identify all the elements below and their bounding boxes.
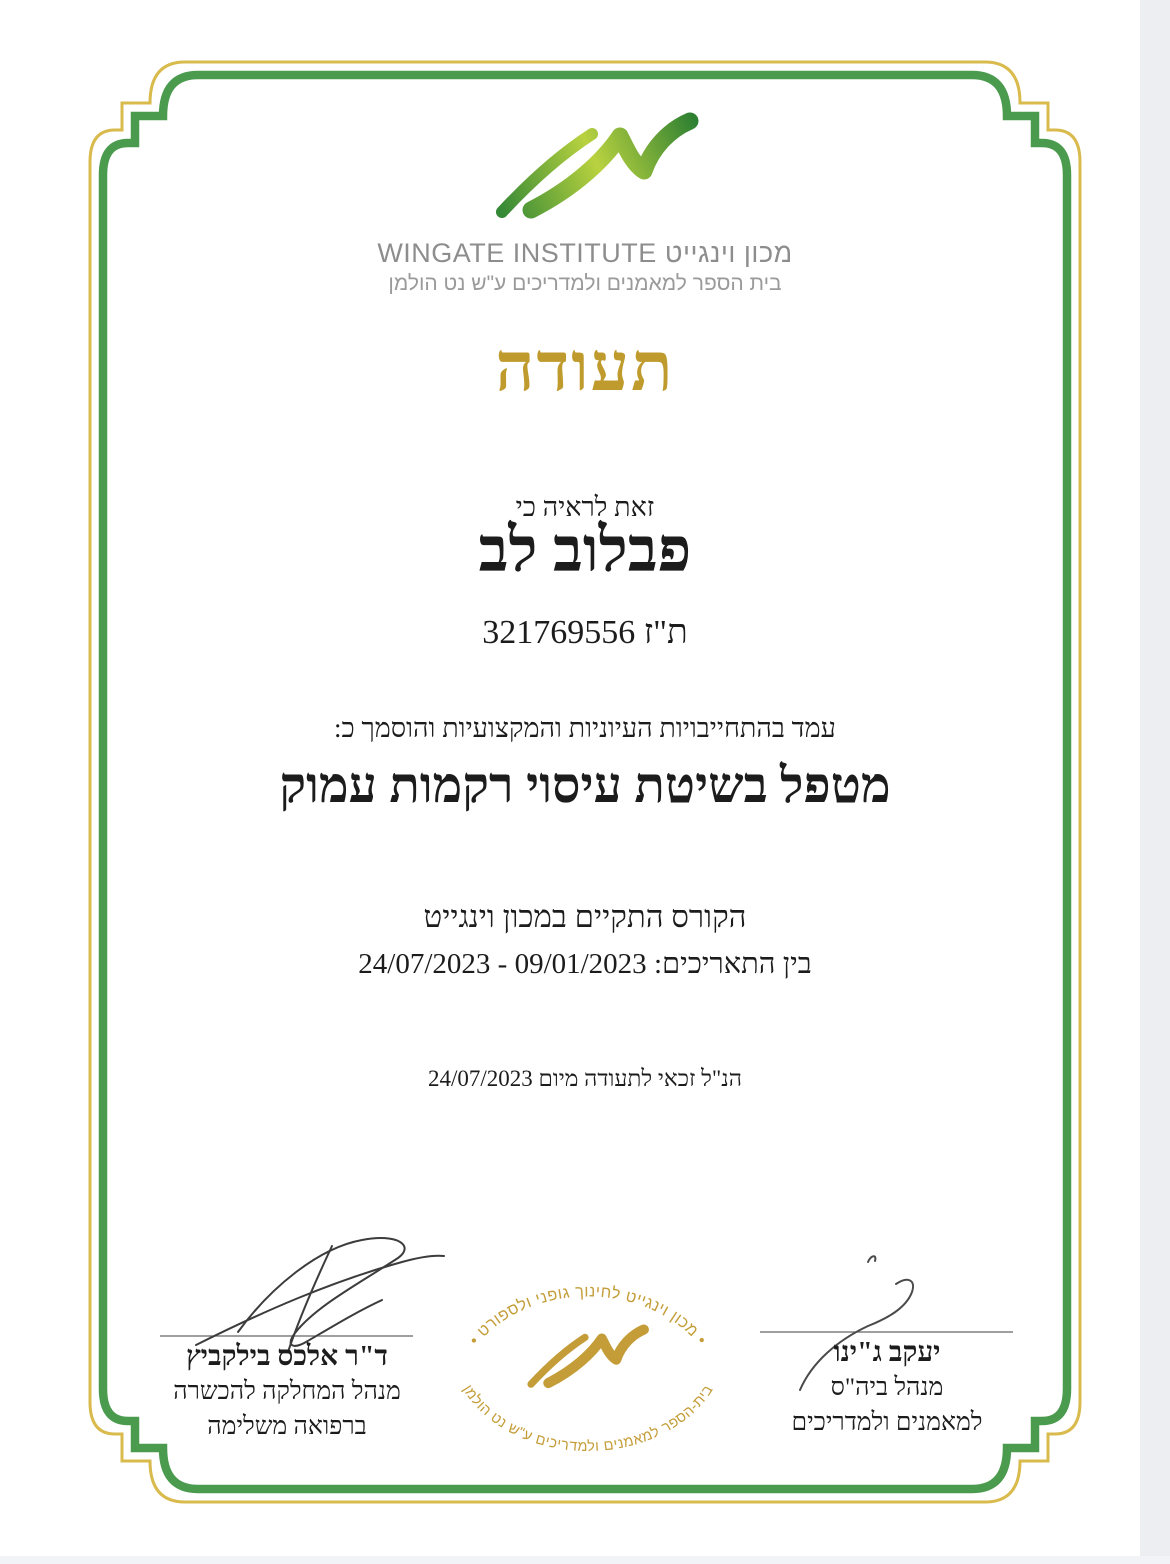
qualification-title: מטפל בשיטת עיסוי רקמות עמוק xyxy=(279,757,891,813)
certificate-title: תעודה xyxy=(495,329,675,405)
recipient-name: פבלוב לב xyxy=(478,517,692,585)
qualification-intro: עמד בהתחייבויות העיוניות והמקצועיות והוסמך כ: xyxy=(334,713,836,743)
gold-seal xyxy=(459,1283,717,1455)
seal-w-icon xyxy=(531,1330,644,1385)
signer-block-left xyxy=(142,1340,432,1444)
institute-name-line: מכון וינגייט WINGATE INSTITUTE xyxy=(377,238,793,268)
course-location-line: הקורס התקיים במכון וינגייט xyxy=(423,899,747,934)
entitlement-line: הנ"ל זכאי לתעודה מיום 24/07/2023 xyxy=(427,1066,742,1091)
signer-right-name: יעקב ג"ינו xyxy=(833,1337,941,1368)
wingate-logo-icon xyxy=(502,121,690,212)
signer-right-role2: למאמנים ולמדריכים xyxy=(791,1409,983,1436)
signer-left-role2: ברפואה משלימה xyxy=(207,1413,367,1440)
signer-right-role1: מנהל ביה"ס xyxy=(830,1374,944,1401)
seal-top-text: • מכון וינגייט לחינוך גופני ולספורט • xyxy=(466,1283,710,1349)
scan-edge-bottom xyxy=(0,1556,1170,1564)
recipient-id: ת"ז 321769556 xyxy=(482,614,688,651)
signature-left-scribble xyxy=(196,1238,444,1352)
signer-left-role1: מנהל המחלקה להכשרה xyxy=(173,1378,401,1405)
course-dates-line: בין התאריכים: 09/01/2023 - 24/07/2023 xyxy=(358,948,812,980)
school-name-line: בית הספר למאמנים ולמדריכים ע"ש נט הולמן xyxy=(388,272,782,295)
scan-edge-right xyxy=(1140,0,1170,1564)
signer-left-name: ד"ר אלכס בילקביץ xyxy=(186,1341,388,1372)
signer-block-right xyxy=(742,1336,1032,1440)
seal-bottom-text: בית-הספר למאמנים ולמדריכים ע"ש נט הולמן xyxy=(459,1382,717,1456)
attest-line: זאת לראיה כי xyxy=(515,492,655,522)
